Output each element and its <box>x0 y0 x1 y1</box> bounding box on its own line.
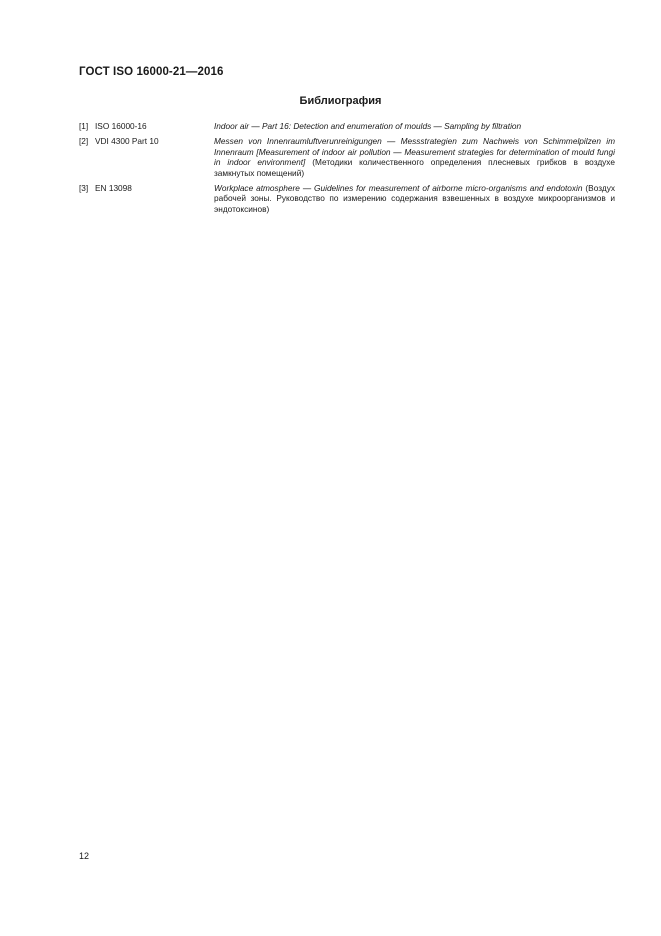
entry-code: EN 13098 <box>95 183 132 194</box>
entry-translation: (Методики количественного определения плесневых грибков в воздухе замкнутых помещений) <box>214 157 615 178</box>
bibliography-entry-2 <box>79 136 615 178</box>
page-number: 12 <box>79 851 90 861</box>
entry-number: [2] <box>79 136 89 147</box>
section-title: Библиография <box>299 95 382 107</box>
entry-code: VDI 4300 Part 10 <box>95 136 159 147</box>
document-header <box>79 66 223 78</box>
entry-number: [1] <box>79 121 89 131</box>
entry-description <box>214 121 615 131</box>
bibliography-entry-3 <box>79 183 615 214</box>
entry-title: Workplace atmosphere — Guidelines for measurement of airborne micro-organisms and endotoxin <box>214 183 583 194</box>
bibliography-list <box>79 121 615 219</box>
bibliography-entry-1 <box>79 121 615 131</box>
entry-translation: (Воздух рабочей зоны. Руководство по измерению содержания взвешенных в воздухе микроорганизмов и эндотоксинов) <box>214 183 616 214</box>
entry-number: [3] <box>79 183 89 194</box>
document-code: ГОСТ ISO 16000-21—2016 <box>79 66 224 78</box>
entry-description <box>214 136 615 178</box>
entry-title: Indoor air — Part 16: Detection and enumeration of moulds — Sampling by filtration <box>214 121 522 131</box>
entry-code: ISO 16000-16 <box>95 121 147 131</box>
entry-title: Messen von Innenraumluftverunreinigungen — Messstrategien zum Nachweis von Schimmelpilzen im Innenraum [Measurement of indoor air pollution — Measurement strategies for determination of mould fungi in indoor environment] <box>214 136 615 168</box>
entry-description <box>214 183 615 214</box>
